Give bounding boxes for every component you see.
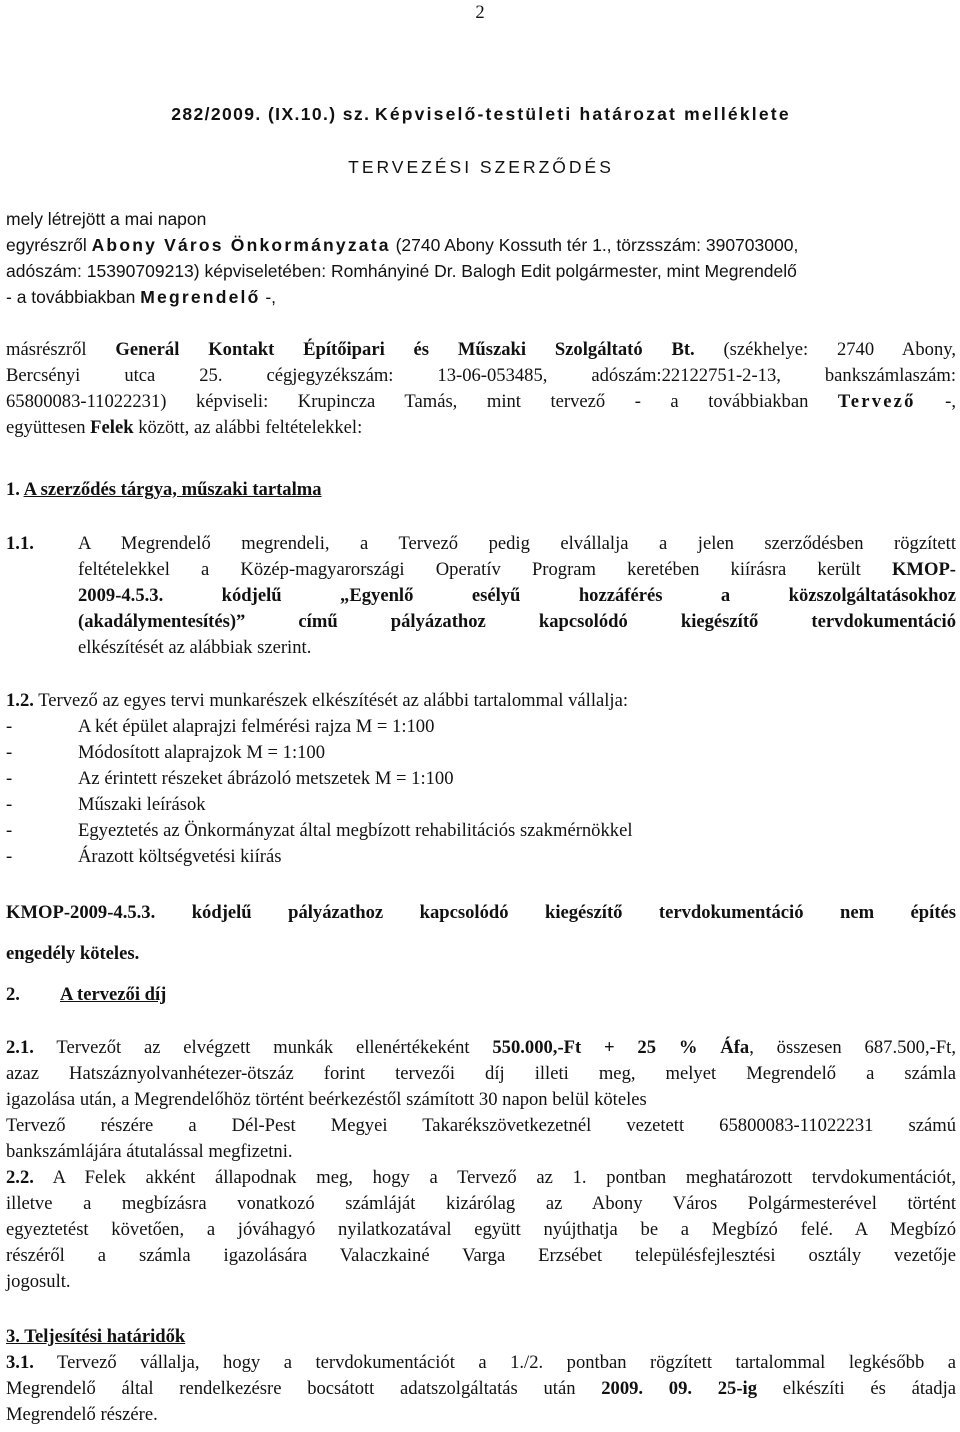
list-item: - Egyeztetés az Önkormányzat által megbízott rehabilitációs szakmérnökkel xyxy=(6,820,633,841)
list-item: - Az érintett részeket ábrázoló metszetek M = 1:100 xyxy=(6,768,454,789)
deadline-date: 2009. 09. 25-ig xyxy=(601,1378,757,1399)
intro-line: mely létrejött a mai napon xyxy=(6,209,207,229)
clause-3-1-line: 3.1. Tervező vállalja, hogy a tervdokumentációt a 1./2. pontban rögzített tartalommal legkésőbb a xyxy=(6,1352,956,1373)
party-one-line: egyrészről Abony Város Önkormányzata (2740 Abony Kossuth tér 1., törzsszám: 390703000, xyxy=(6,235,799,255)
clause-2-2-line: illetve a megbízásra vonatkozó számláját kizárólag az Abony Város Polgármesterével történt xyxy=(6,1193,956,1214)
party-two-line: másrészről Generál Kontakt Építőipari és Műszaki Szolgáltató Bt. (székhelye: 2740 Abony, xyxy=(6,339,956,360)
list-item: - Módosított alaprajzok M = 1:100 xyxy=(6,742,326,763)
list-item: - Árazott költségvetési kiírás xyxy=(6,846,282,867)
section-1-heading: 1. A szerződés tárgya, műszaki tartalma xyxy=(6,479,322,500)
list-item: - Műszaki leírások xyxy=(6,794,206,815)
clause-1-1-line: feltételekkel a Közép-magyarországi Operatív Program keretében kiírásra került KMOP- xyxy=(78,559,956,580)
resolution-annex-label: Képviselő-testületi határozat melléklete xyxy=(375,104,791,124)
party-one-name: Abony Város Önkormányzata xyxy=(91,235,391,255)
clause-2-2-line: jogosult. xyxy=(6,1271,71,1292)
clause-2-2-line: részéről a számla igazolására Valaczkainé Varga Erzsébet településfejlesztési osztály vezetője xyxy=(6,1245,956,1266)
clause-2-2-line: 2.2. A Felek akként állapodnak meg, hogy a Tervező az 1. pontban meghatározott tervdokumentációt, xyxy=(6,1167,956,1188)
clause-1-2: 1.2. Tervező az egyes tervi munkarészek elkészítését az alábbi tartalommal vállalja: xyxy=(6,690,629,711)
clause-2-1-line: Tervező részére a Dél-Pest Megyei Takarékszövetkezetnél vezetett 65800083-11022231 számú xyxy=(6,1115,956,1136)
party-two-details: Bercsényi utca 25. cégjegyzékszám: 13-06-053485, adószám:22122751-2-13, bankszámlaszám: xyxy=(6,365,956,386)
clause-3-1-line: Megrendelő részére. xyxy=(6,1404,158,1425)
clause-1-1-line: 2009-4.5.3. kódjelű „Egyenlő esélyű hozzáférés a közszolgáltatásokhoz xyxy=(78,585,956,606)
document-title: TERVEZÉSI SZERZŐDÉS xyxy=(348,157,614,177)
clause-2-1-line: bankszámlájára átutalással megfizetni. xyxy=(6,1141,293,1162)
section-2-heading: 2. A tervezői díj xyxy=(6,984,167,1005)
clause-1-1-line: (akadálymentesítés)” című pályázathoz kapcsolódó kiegészítő tervdokumentáció xyxy=(78,611,956,632)
resolution-title xyxy=(6,101,956,128)
clause-2-1-line: 2.1. Tervezőt az elvégzett munkák ellenértékeként 550.000,-Ft + 25 % Áfa, összesen 687.500,-Ft, xyxy=(6,1037,956,1058)
clause-2-2-line: egyeztetést követően, a jóváhagyó nyilatkozatával együtt nyújthatja be a Megbízó felé. A Megbízó xyxy=(6,1219,956,1240)
fee-amount: 550.000,-Ft + 25 % Áfa xyxy=(492,1037,750,1058)
party-one-details: adószám: 15390709213) képviseletében: Romhányiné Dr. Balogh Edit polgármester, mint Megrendelő xyxy=(6,261,797,281)
parties-closing: együttesen Felek között, az alábbi feltételekkel: xyxy=(6,417,363,438)
clause-2-1-line: azaz Hatszáznyolvanhétezer-ötszáz forint tervezői díj illeti meg, melyet Megrendelő a számla xyxy=(6,1063,956,1084)
clause-1-1-line: elkészítését az alábbiak szerint. xyxy=(78,637,312,658)
party-one-alias: - a továbbiakban Megrendelő -, xyxy=(6,287,277,307)
list-item: - A két épület alaprajzi felmérési rajza M = 1:100 xyxy=(6,716,435,737)
party-two-representative: 65800083-11022231) képviseli: Krupincza Tamás, mint tervező - a továbbiakban Tervező -, xyxy=(6,391,956,412)
resolution-number: 282/2009. (IX.10.) sz. xyxy=(171,104,371,124)
party-two-name: Generál Kontakt Építőipari és Műszaki Szolgáltató Bt. xyxy=(115,339,695,360)
permit-note: engedély köteles. xyxy=(6,943,140,964)
clause-2-1-line: igazolása után, a Megrendelőhöz történt beérkezéstől számított 30 napon belül köteles xyxy=(6,1089,647,1110)
clause-1-1-number: 1.1. xyxy=(6,533,34,554)
section-3-heading: 3. Teljesítési határidők xyxy=(6,1326,186,1347)
permit-note: KMOP-2009-4.5.3. kódjelű pályázathoz kapcsolódó kiegészítő tervdokumentáció nem építés xyxy=(6,902,956,923)
clause-1-1-line: A Megrendelő megrendeli, a Tervező pedig elvállalja a jelen szerződésben rögzített xyxy=(78,533,956,554)
clause-3-1-line: Megrendelő által rendelkezésre bocsátott adatszolgáltatás után 2009. 09. 25-ig elkészíti és átadja xyxy=(6,1378,956,1399)
page-number: 2 xyxy=(475,2,485,23)
